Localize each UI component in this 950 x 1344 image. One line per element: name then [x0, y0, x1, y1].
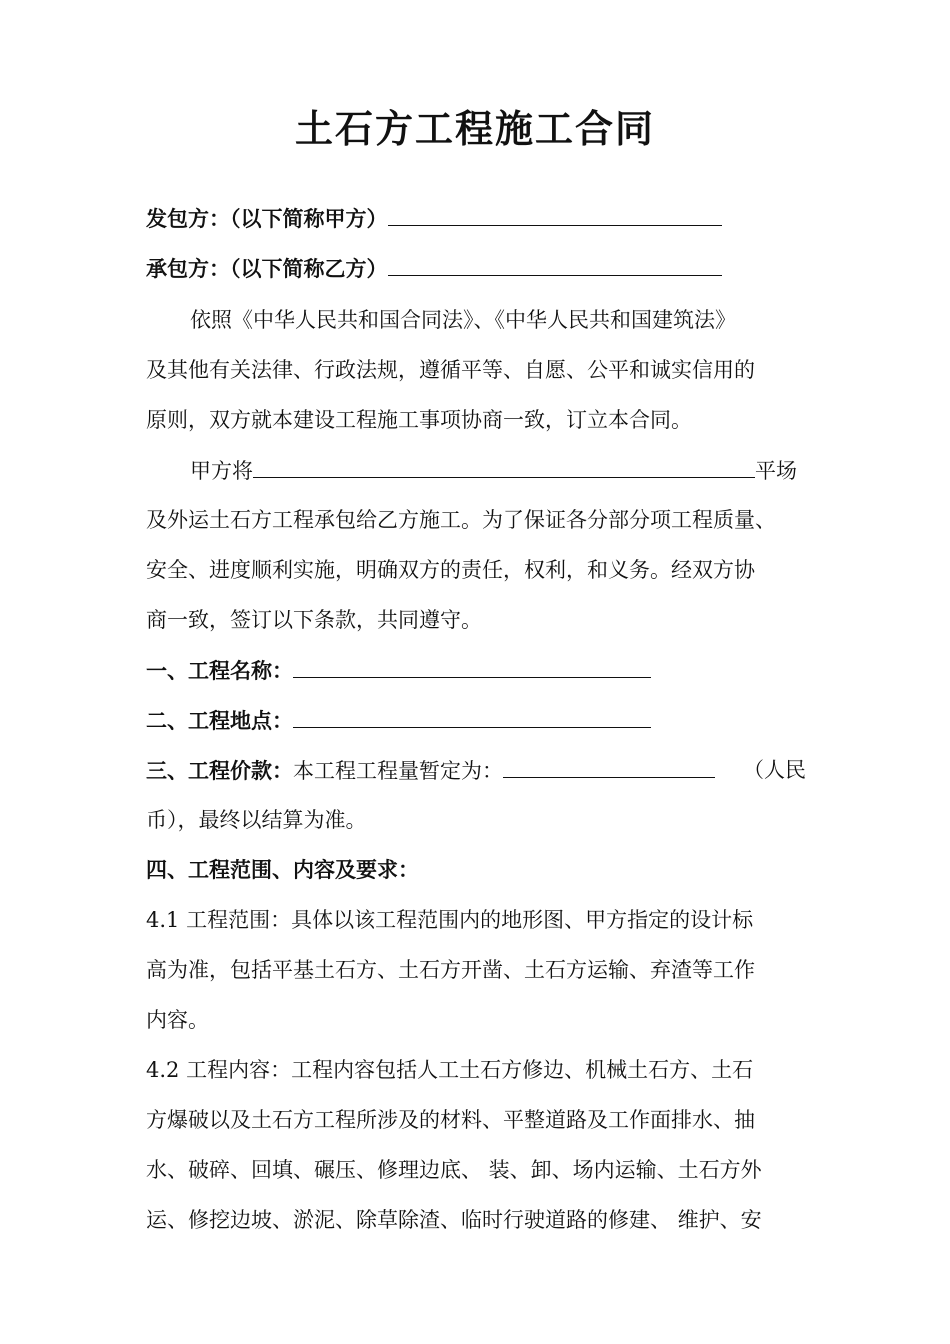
section-1-line: [146, 655, 651, 686]
intro-line-3: 原则，双方就本建设工程施工事项协商一致，订立本合同。: [146, 408, 692, 432]
item-4-2-line-2: 方爆破以及土石方工程所涉及的材料、平整道路及工作面排水、抽: [146, 1108, 755, 1132]
section-2-label: 二、工程地点：: [146, 709, 293, 733]
section-4-heading: 四、工程范围、内容及要求：: [146, 858, 419, 882]
intro-line-1: 依照《中华人民共和国合同法》、《中华人民共和国建筑法》: [190, 308, 736, 332]
party-b-line: [146, 253, 722, 284]
section-1-label: 一、工程名称：: [146, 659, 293, 683]
section-3-text: 本工程工程量暂定为：: [293, 759, 503, 783]
project-location-blank[interactable]: [293, 705, 651, 728]
party-a-blank[interactable]: [388, 203, 722, 226]
section-3-label: 三、工程价款：: [146, 759, 293, 783]
assignment-prefix: 甲方将: [190, 459, 253, 483]
party-b-blank[interactable]: [388, 253, 722, 276]
party-a-label: 发包方：（以下简称甲方）: [146, 207, 388, 231]
item-4-1-line-1: 4.1 工程范围：具体以该工程范围内的地形图、甲方指定的设计标: [146, 908, 754, 932]
assignment-suffix: 平场: [755, 459, 797, 483]
assignment-line-4: 商一致，签订以下条款，共同遵守。: [146, 608, 482, 632]
item-4-2-line-1: 4.2 工程内容：工程内容包括人工土石方修边、机械土石方、土石: [146, 1058, 754, 1082]
assignment-line-3: 安全、进度顺利实施，明确双方的责任，权利，和义务。经双方协: [146, 558, 755, 582]
item-4-1-line-2: 高为准，包括平基土石方、土石方开凿、土石方运输、弃渣等工作: [146, 958, 755, 982]
section-3-suffix: （人民: [743, 758, 806, 782]
section-3-line-2: 币），最终以结算为准。: [146, 808, 367, 832]
section-2-line: [146, 705, 651, 736]
project-blank[interactable]: [253, 455, 755, 478]
contract-price-blank[interactable]: [503, 755, 715, 778]
party-b-label: 承包方：（以下简称乙方）: [146, 257, 388, 281]
item-4-2-line-4: 运、修挖边坡、淤泥、除草除渣、临时行驶道路的修建、 维护、安: [146, 1208, 762, 1232]
assignment-line-1: [146, 455, 797, 486]
party-a-line: [146, 203, 722, 234]
assignment-line-2: 及外运土石方工程承包给乙方施工。为了保证各分部分项工程质量、: [146, 508, 776, 532]
section-3-line: [146, 755, 806, 786]
item-4-2-line-3: 水、破碎、回填、碾压、修理边底、 装、卸、场内运输、土石方外: [146, 1158, 762, 1182]
project-name-blank[interactable]: [293, 655, 651, 678]
item-4-1-line-3: 内容。: [146, 1008, 209, 1032]
intro-line-2: 及其他有关法律、行政法规，遵循平等、自愿、公平和诚实信用的: [146, 358, 755, 382]
document-title: 土石方工程施工合同: [294, 107, 655, 151]
